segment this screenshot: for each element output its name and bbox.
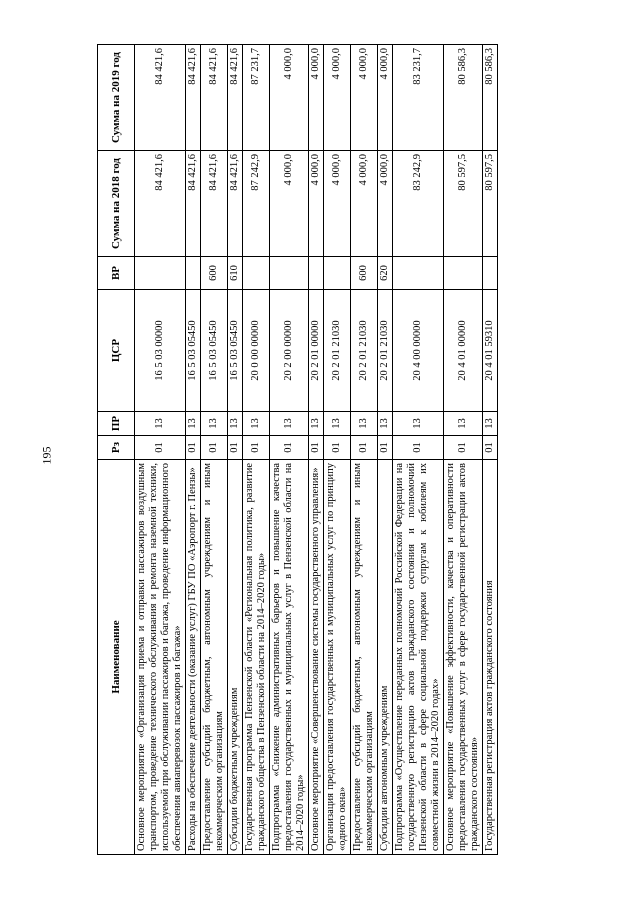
cell-sum-2019: 83 231,7 (393, 45, 444, 151)
cell-csr: 20 2 00 00000 (270, 290, 309, 412)
table-row (324, 45, 351, 855)
cell-pr: 13 (324, 412, 351, 436)
cell-rz: 01 (135, 436, 186, 460)
cell-csr: 20 4 01 59310 (483, 290, 498, 412)
cell-pr: 13 (444, 412, 483, 436)
table-row (243, 45, 270, 855)
cell-sum-2018: 84 421,6 (135, 151, 186, 257)
cell-csr: 16 5 03 05450 (186, 290, 201, 412)
cell-pr: 13 (228, 412, 243, 436)
table-row (351, 45, 378, 855)
cell-csr: 20 4 01 00000 (444, 290, 483, 412)
header-rz: Рз (98, 436, 135, 460)
table-row (270, 45, 309, 855)
cell-rz: 01 (186, 436, 201, 460)
cell-rz: 01 (324, 436, 351, 460)
cell-sum-2019: 84 421,6 (228, 45, 243, 151)
page-number: 195 (39, 446, 54, 465)
cell-sum-2019: 4 000,0 (378, 45, 393, 151)
cell-name: Государственная регистрация актов гражданского состояния (483, 460, 498, 855)
cell-vr (243, 257, 270, 290)
cell-pr: 13 (378, 412, 393, 436)
table-row (228, 45, 243, 855)
cell-sum-2018: 4 000,0 (378, 151, 393, 257)
table-row (483, 45, 498, 855)
cell-vr: 600 (351, 257, 378, 290)
cell-pr: 13 (186, 412, 201, 436)
cell-csr: 16 5 03 05450 (228, 290, 243, 412)
cell-rz: 01 (378, 436, 393, 460)
cell-pr: 13 (135, 412, 186, 436)
cell-name: Предоставление субсидий бюджетным, автономным учреждениям и иным некоммерческим организациям (351, 460, 378, 855)
cell-sum-2019: 4 000,0 (309, 45, 324, 151)
cell-rz: 01 (393, 436, 444, 460)
header-pr: ПР (98, 412, 135, 436)
header-sum-2019: Сумма на 2019 год (98, 45, 135, 151)
cell-sum-2019: 4 000,0 (351, 45, 378, 151)
table-row (393, 45, 444, 855)
cell-sum-2019: 80 586,3 (444, 45, 483, 151)
cell-sum-2019: 87 231,7 (243, 45, 270, 151)
cell-pr: 13 (351, 412, 378, 436)
budget-table-container (97, 45, 537, 855)
header-vr: ВР (98, 257, 135, 290)
cell-name: Государственная программа Пензенской области «Региональная политика, развитие гражданского общества в Пензенской области на 2014–2020 годы» (243, 460, 270, 855)
cell-name: Основное мероприятие «Организация приема и отправки пассажиров воздушным транспортом, проведение технического обслуживания и ремонта наземной техники, используемой при обслуживании пассажиров и багажа, проведение информационного обеспечения авиаперевозок пассажиров и багажа» (135, 460, 186, 855)
cell-csr: 20 0 00 00000 (243, 290, 270, 412)
cell-name: Расходы на обеспечение деятельности (оказание услуг) ГБУ ПО «Аэропорт г. Пензы» (186, 460, 201, 855)
cell-rz: 01 (444, 436, 483, 460)
cell-vr (309, 257, 324, 290)
cell-sum-2018: 80 597,5 (483, 151, 498, 257)
cell-sum-2018: 83 242,9 (393, 151, 444, 257)
table-row (378, 45, 393, 855)
cell-rz: 01 (243, 436, 270, 460)
cell-vr (393, 257, 444, 290)
cell-sum-2018: 4 000,0 (351, 151, 378, 257)
cell-vr (270, 257, 309, 290)
table-row (186, 45, 201, 855)
cell-name: Предоставление субсидий бюджетным, автономным учреждениям и иным некоммерческим организациям (201, 460, 228, 855)
cell-name: Основное мероприятие «Совершенствование системы государственного управления» (309, 460, 324, 855)
cell-vr (135, 257, 186, 290)
table-row (135, 45, 186, 855)
cell-csr: 20 2 01 21030 (378, 290, 393, 412)
table-row (444, 45, 483, 855)
cell-name: Субсидии автономным учреждениям (378, 460, 393, 855)
cell-csr: 16 5 03 05450 (201, 290, 228, 412)
cell-sum-2019: 4 000,0 (270, 45, 309, 151)
cell-sum-2018: 84 421,6 (228, 151, 243, 257)
header-sum-2018: Сумма на 2018 год (98, 151, 135, 257)
cell-sum-2018: 4 000,0 (309, 151, 324, 257)
cell-sum-2019: 4 000,0 (324, 45, 351, 151)
cell-name: Подпрограмма «Снижение административных барьеров и повышение качества предоставления государственных и муниципальных услуг в Пензенской области на 2014–2020 годы» (270, 460, 309, 855)
cell-csr: 20 2 01 00000 (309, 290, 324, 412)
cell-sum-2018: 4 000,0 (270, 151, 309, 257)
cell-csr: 20 2 01 21030 (351, 290, 378, 412)
cell-rz: 01 (228, 436, 243, 460)
cell-rz: 01 (483, 436, 498, 460)
table-row (309, 45, 324, 855)
cell-pr: 13 (201, 412, 228, 436)
cell-vr (324, 257, 351, 290)
cell-vr (444, 257, 483, 290)
cell-vr: 620 (378, 257, 393, 290)
cell-csr: 20 4 00 00000 (393, 290, 444, 412)
cell-sum-2018: 4 000,0 (324, 151, 351, 257)
budget-table (97, 44, 498, 855)
cell-sum-2018: 84 421,6 (201, 151, 228, 257)
cell-name: Организация предоставления государственных и муниципальных услуг по принципу «одного окна» (324, 460, 351, 855)
cell-csr: 16 5 03 00000 (135, 290, 186, 412)
table-header-row (98, 45, 135, 855)
cell-rz: 01 (201, 436, 228, 460)
cell-vr: 610 (228, 257, 243, 290)
cell-sum-2019: 84 421,6 (186, 45, 201, 151)
cell-rz: 01 (351, 436, 378, 460)
table-row (201, 45, 228, 855)
cell-name: Субсидии бюджетным учреждениям (228, 460, 243, 855)
header-name: Наименование (98, 460, 135, 855)
cell-vr (483, 257, 498, 290)
cell-name: Основное мероприятие «Повышение эффективности, качества и оперативности предоставления государственных услуг в сфере государственной регистрации актов гражданского состояния» (444, 460, 483, 855)
cell-pr: 13 (309, 412, 324, 436)
cell-vr: 600 (201, 257, 228, 290)
cell-pr: 13 (393, 412, 444, 436)
cell-vr (186, 257, 201, 290)
cell-sum-2019: 84 421,6 (135, 45, 186, 151)
cell-pr: 13 (483, 412, 498, 436)
cell-pr: 13 (270, 412, 309, 436)
cell-pr: 13 (243, 412, 270, 436)
cell-rz: 01 (270, 436, 309, 460)
cell-csr: 20 2 01 21030 (324, 290, 351, 412)
cell-rz: 01 (309, 436, 324, 460)
cell-sum-2018: 87 242,9 (243, 151, 270, 257)
cell-name: Подпрограмма «Осуществление переданных полномочий Российской Федерации на государственную регистрацию актов гражданского состояния и полномочий Пензенской области в сфере социальной поддержки супругам к юбилеям их совместной жизни в 2014–2020 годах» (393, 460, 444, 855)
cell-sum-2018: 80 597,5 (444, 151, 483, 257)
cell-sum-2019: 84 421,6 (201, 45, 228, 151)
cell-sum-2018: 84 421,6 (186, 151, 201, 257)
header-csr: ЦСР (98, 290, 135, 412)
cell-sum-2019: 80 586,3 (483, 45, 498, 151)
